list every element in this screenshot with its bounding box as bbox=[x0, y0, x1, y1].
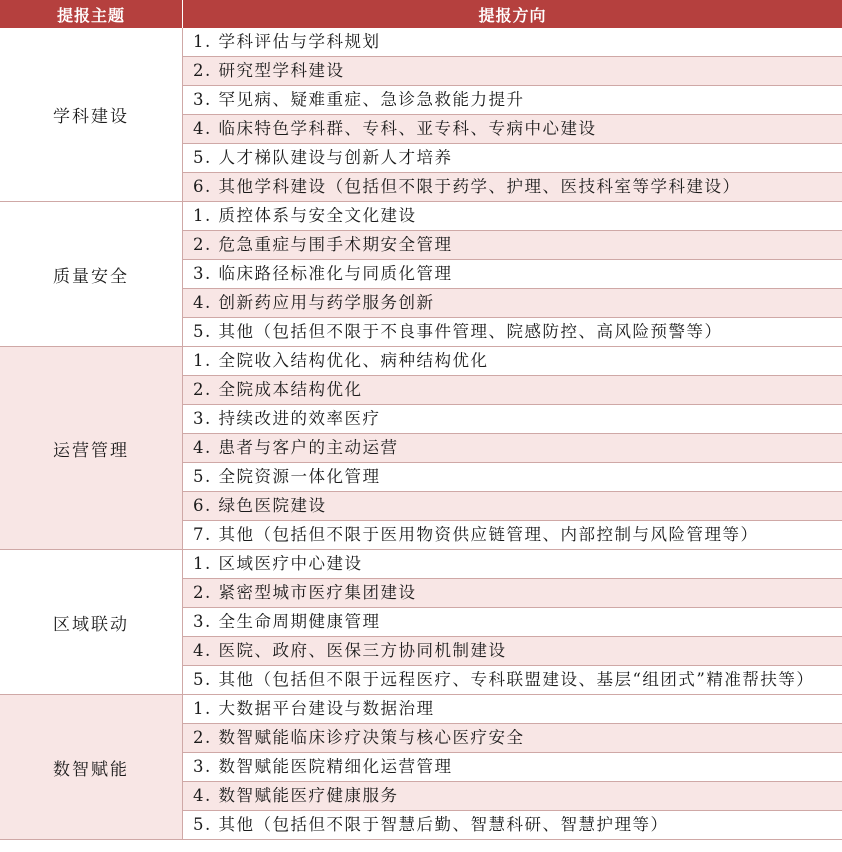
direction-cell: 4. 医院、政府、医保三方协同机制建设 bbox=[183, 637, 842, 666]
topic-cell: 运营管理 bbox=[0, 347, 183, 550]
direction-cell: 7. 其他（包括但不限于医用物资供应链管理、内部控制与风险管理等） bbox=[183, 521, 842, 550]
direction-cell: 2. 危急重症与围手术期安全管理 bbox=[183, 231, 842, 260]
topic-cell: 质量安全 bbox=[0, 202, 183, 347]
direction-cell: 5. 人才梯队建设与创新人才培养 bbox=[183, 144, 842, 173]
table-row bbox=[0, 347, 842, 376]
direction-cell: 4. 患者与客户的主动运营 bbox=[183, 434, 842, 463]
direction-cell: 6. 绿色医院建设 bbox=[183, 492, 842, 521]
direction-cell: 4. 临床特色学科群、专科、亚专科、专病中心建设 bbox=[183, 115, 842, 144]
direction-cell: 2. 紧密型城市医疗集团建设 bbox=[183, 579, 842, 608]
header-direction: 提报方向 bbox=[183, 0, 842, 28]
table-row bbox=[0, 202, 842, 231]
direction-cell: 5. 全院资源一体化管理 bbox=[183, 463, 842, 492]
direction-cell: 5. 其他（包括但不限于远程医疗、专科联盟建设、基层“组团式”精准帮扶等） bbox=[183, 666, 842, 695]
table-row bbox=[0, 550, 842, 579]
direction-cell: 3. 数智赋能医院精细化运营管理 bbox=[183, 753, 842, 782]
direction-cell: 1. 全院收入结构优化、病种结构优化 bbox=[183, 347, 842, 376]
direction-cell: 4. 数智赋能医疗健康服务 bbox=[183, 782, 842, 811]
direction-cell: 4. 创新药应用与药学服务创新 bbox=[183, 289, 842, 318]
direction-cell: 6. 其他学科建设（包括但不限于药学、护理、医技科室等学科建设） bbox=[183, 173, 842, 202]
direction-cell: 5. 其他（包括但不限于不良事件管理、院感防控、高风险预警等） bbox=[183, 318, 842, 347]
header-topic: 提报主题 bbox=[0, 0, 183, 28]
direction-cell: 5. 其他（包括但不限于智慧后勤、智慧科研、智慧护理等） bbox=[183, 811, 842, 840]
direction-cell: 1. 学科评估与学科规划 bbox=[183, 28, 842, 57]
direction-cell: 2. 数智赋能临床诊疗决策与核心医疗安全 bbox=[183, 724, 842, 753]
topic-cell: 数智赋能 bbox=[0, 695, 183, 840]
direction-cell: 3. 临床路径标准化与同质化管理 bbox=[183, 260, 842, 289]
table-row bbox=[0, 695, 842, 724]
direction-cell: 2. 全院成本结构优化 bbox=[183, 376, 842, 405]
topic-cell: 学科建设 bbox=[0, 28, 183, 202]
direction-cell: 1. 质控体系与安全文化建设 bbox=[183, 202, 842, 231]
header-row bbox=[0, 0, 842, 28]
direction-cell: 1. 大数据平台建设与数据治理 bbox=[183, 695, 842, 724]
direction-cell: 3. 全生命周期健康管理 bbox=[183, 608, 842, 637]
table-row bbox=[0, 28, 842, 57]
direction-cell: 3. 罕见病、疑难重症、急诊急救能力提升 bbox=[183, 86, 842, 115]
topic-cell: 区域联动 bbox=[0, 550, 183, 695]
direction-cell: 2. 研究型学科建设 bbox=[183, 57, 842, 86]
direction-cell: 1. 区域医疗中心建设 bbox=[183, 550, 842, 579]
direction-cell: 3. 持续改进的效率医疗 bbox=[183, 405, 842, 434]
